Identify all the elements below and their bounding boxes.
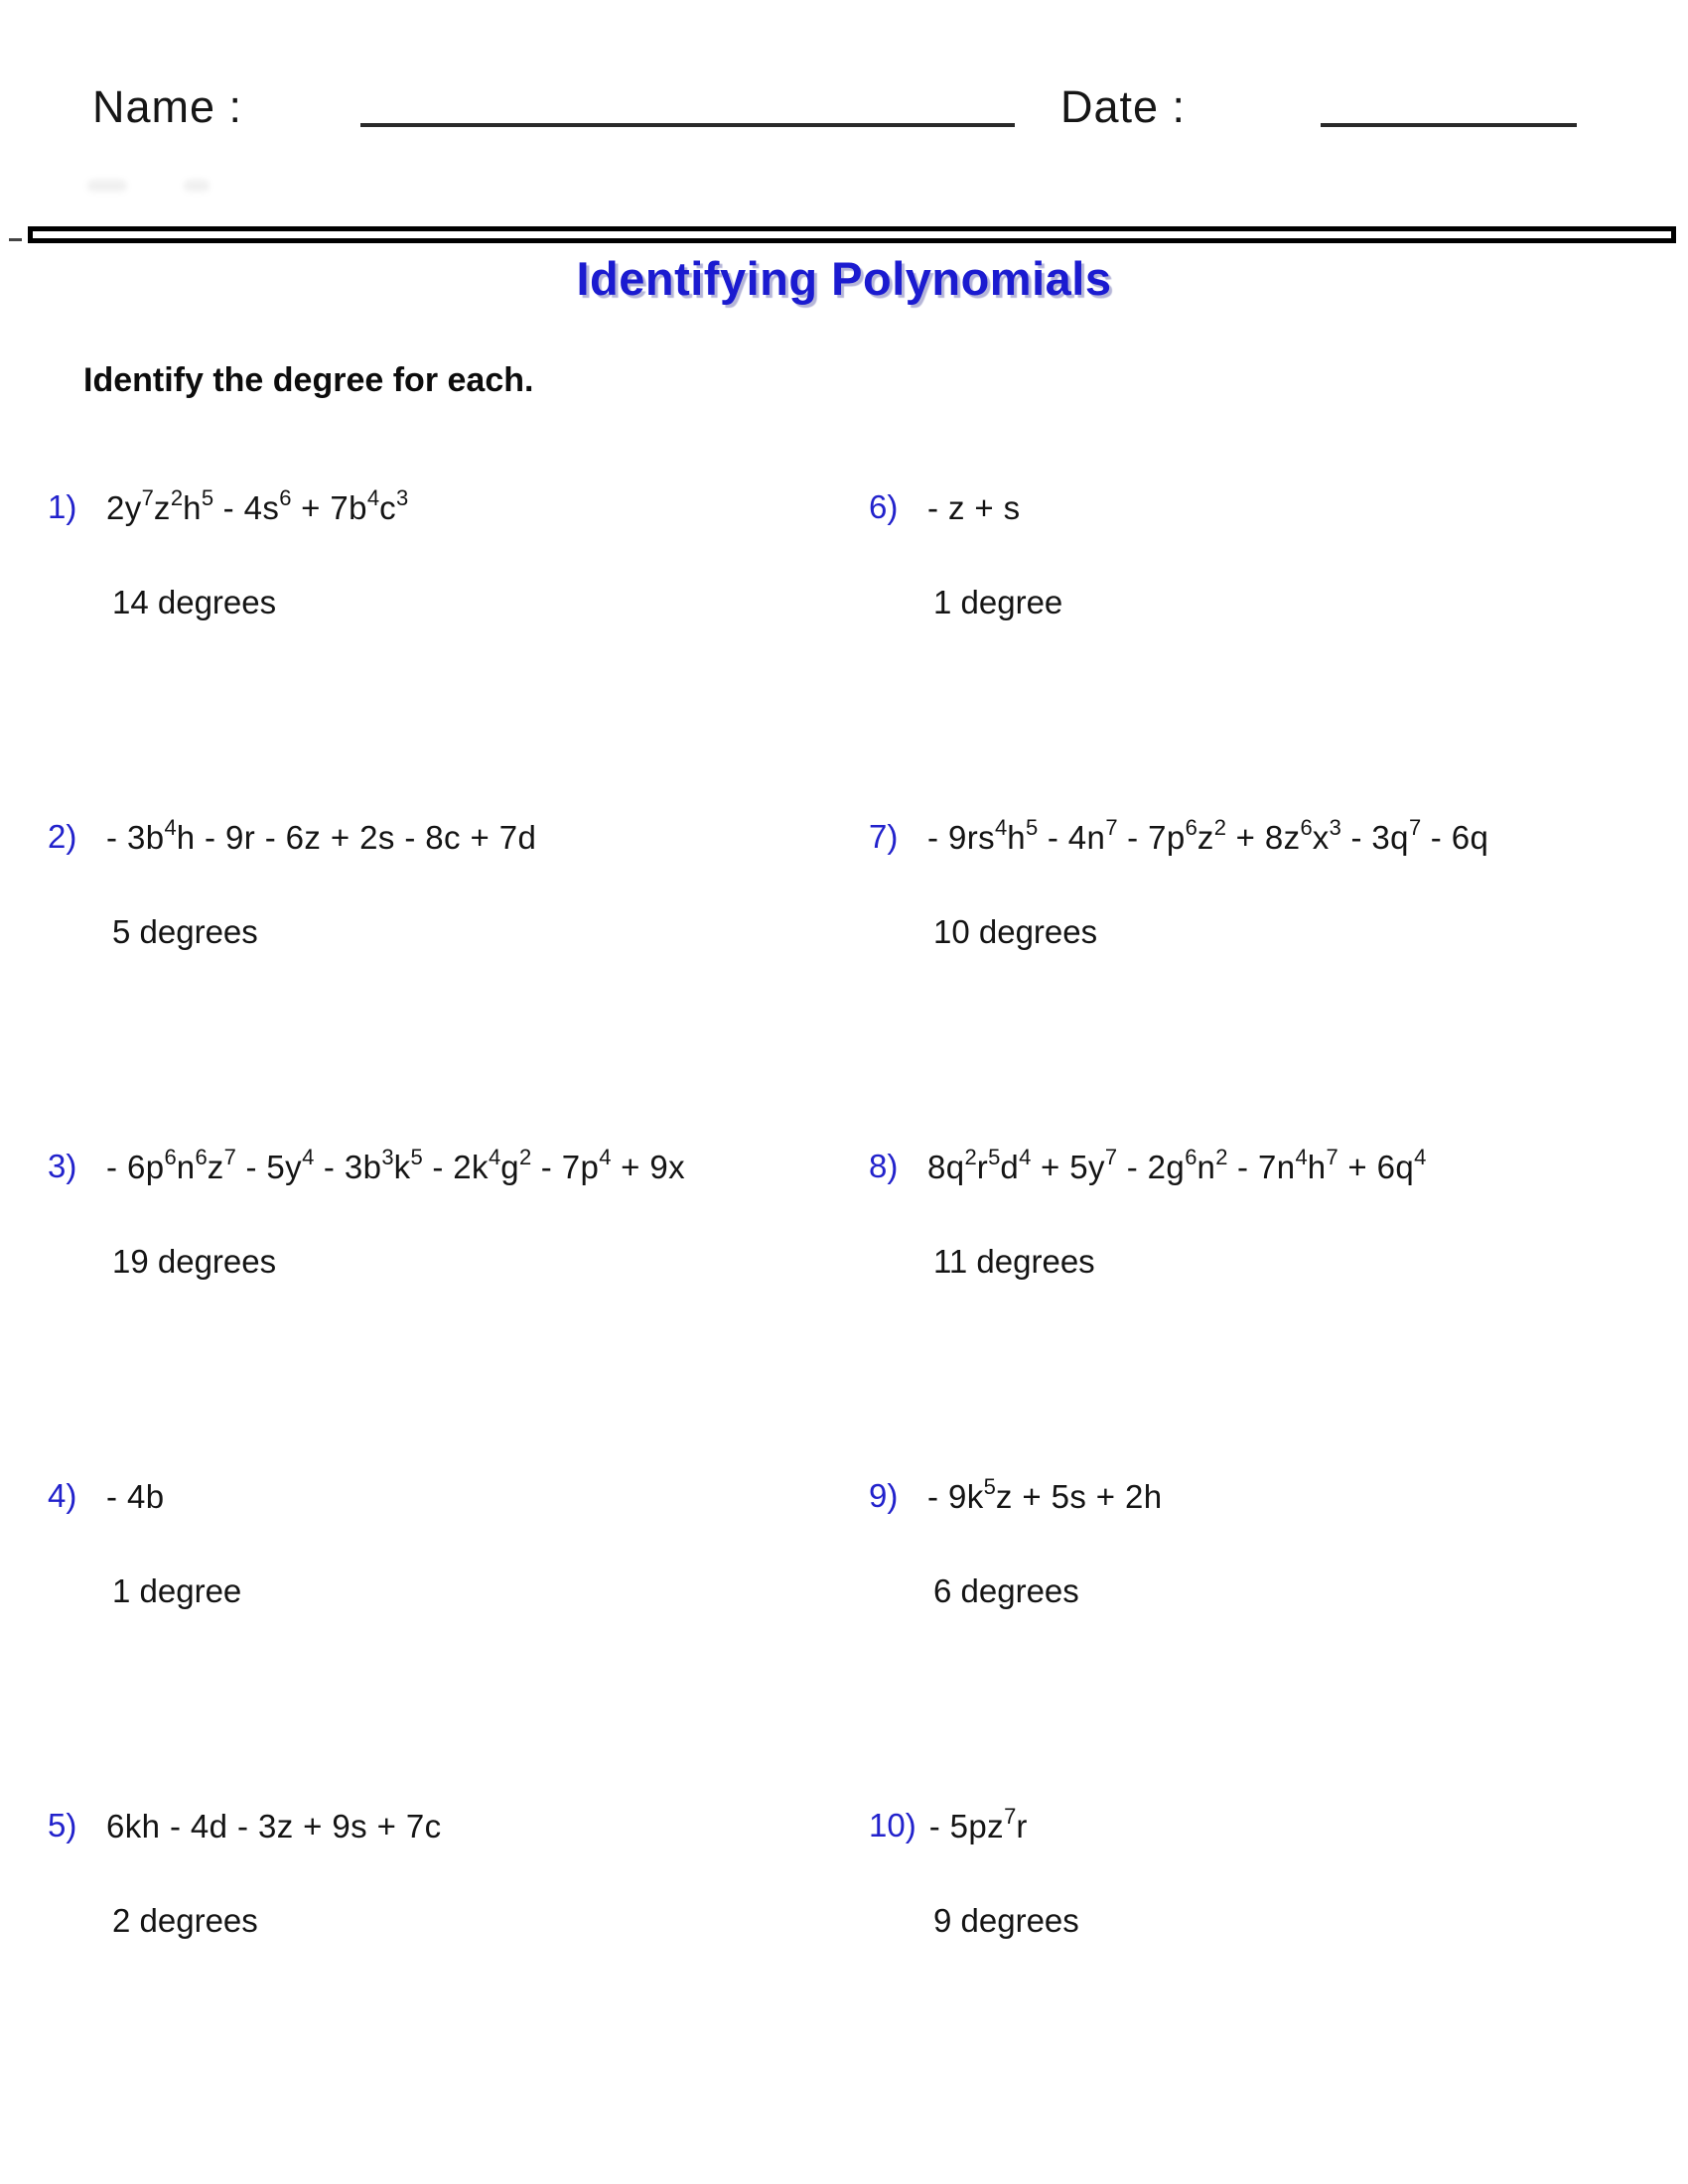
- term-text: - 7p: [1117, 819, 1186, 856]
- term-text: + 5y: [1031, 1149, 1105, 1185]
- problem-expression-row: [869, 804, 1676, 858]
- term-text: h: [1007, 819, 1027, 856]
- exponent: 3: [381, 1144, 394, 1169]
- term-text: 2y: [106, 489, 142, 526]
- degree-answer: 19 degrees: [112, 1243, 277, 1280]
- problem-number: 10): [869, 1807, 916, 1843]
- polynomial-expression: [927, 804, 1488, 858]
- degree-answer: 10 degrees: [933, 913, 1098, 950]
- degree-answer: 9 degrees: [933, 1902, 1079, 1939]
- problem-item: [48, 1793, 869, 2122]
- term-text: + 7b: [291, 489, 367, 526]
- exponent: 4: [1414, 1144, 1427, 1169]
- exponent: 6: [195, 1144, 208, 1169]
- exponent: 4: [599, 1144, 612, 1169]
- term-text: r: [1016, 1808, 1028, 1844]
- polynomial-expression: [106, 1793, 442, 1846]
- problem-expression-row: [48, 1134, 869, 1187]
- problems-grid: [48, 475, 1676, 2122]
- polynomial-expression: [927, 1463, 1163, 1517]
- term-text: - 3q: [1340, 819, 1409, 856]
- problem-item: [48, 1463, 869, 1793]
- exponent: 7: [1408, 814, 1422, 840]
- exponent: 5: [410, 1144, 423, 1169]
- polynomial-expression: [106, 1463, 164, 1517]
- polynomial-expression: [106, 475, 408, 528]
- problem-expression-row: [48, 475, 869, 528]
- problem-expression-row: [48, 1463, 869, 1517]
- exponent: 2: [170, 484, 184, 510]
- polynomial-expression: [106, 1134, 685, 1187]
- exponent: 7: [141, 484, 154, 510]
- term-text: - 2k: [422, 1149, 489, 1185]
- term-text: - 9k: [927, 1478, 984, 1515]
- faint-print-smudge: [184, 180, 210, 192]
- divider-rule: [28, 226, 1676, 243]
- problem-item: [869, 475, 1676, 804]
- polynomial-expression: [106, 804, 536, 858]
- problem-expression-row: [48, 1793, 869, 1846]
- name-blank-line: [360, 123, 1015, 127]
- term-text: k: [393, 1149, 411, 1185]
- exponent: 5: [983, 1473, 996, 1499]
- problem-expression-row: [869, 1134, 1676, 1187]
- term-text: - 6p: [106, 1149, 165, 1185]
- problem-number: 9): [869, 1477, 899, 1514]
- exponent: 4: [302, 1144, 315, 1169]
- term-text: h: [1307, 1149, 1327, 1185]
- term-text: - 6q: [1421, 819, 1489, 856]
- exponent: 6: [1300, 814, 1313, 840]
- exponent: 5: [201, 484, 214, 510]
- term-text: + 9x: [611, 1149, 685, 1185]
- degree-answer: 1 degree: [112, 1572, 242, 1609]
- problem-expression-row: [869, 475, 1676, 528]
- exponent: 4: [366, 484, 380, 510]
- degree-answer: 2 degrees: [112, 1902, 258, 1939]
- term-text: - 5pz: [928, 1808, 1005, 1844]
- problem-number: 2): [48, 818, 77, 855]
- problem-number: 5): [48, 1807, 77, 1843]
- polynomial-expression: [927, 1134, 1426, 1187]
- problem-number: 8): [869, 1148, 899, 1184]
- problem-number: 4): [48, 1477, 77, 1514]
- term-text: - 4s: [213, 489, 280, 526]
- term-text: n: [176, 1149, 196, 1185]
- problem-item: [48, 804, 869, 1134]
- exponent: 3: [1329, 814, 1341, 840]
- term-text: + 8z: [1226, 819, 1301, 856]
- exponent: 7: [1105, 814, 1118, 840]
- term-text: - z + s: [927, 489, 1021, 526]
- degree-answer: 1 degree: [933, 584, 1063, 620]
- term-text: - 3b: [106, 819, 165, 856]
- problem-number: 7): [869, 818, 899, 855]
- problem-number: 3): [48, 1148, 77, 1184]
- problem-item: [869, 1134, 1676, 1463]
- term-text: d: [1000, 1149, 1020, 1185]
- problem-item: [48, 475, 869, 804]
- degree-answer: 5 degrees: [112, 913, 258, 950]
- term-text: h: [183, 489, 202, 526]
- exponent: 7: [223, 1144, 236, 1169]
- date-blank-line: [1321, 123, 1577, 127]
- instruction-text: Identify the degree for each.: [83, 361, 534, 399]
- exponent: 4: [488, 1144, 501, 1169]
- term-text: g: [500, 1149, 519, 1185]
- term-text: z: [207, 1149, 224, 1185]
- term-text: - 7n: [1227, 1149, 1296, 1185]
- exponent: 3: [396, 484, 409, 510]
- exponent: 5: [1026, 814, 1039, 840]
- term-text: - 7p: [531, 1149, 600, 1185]
- exponent: 4: [164, 814, 177, 840]
- problem-expression-row: [48, 804, 869, 858]
- degree-answer: 14 degrees: [112, 584, 277, 620]
- polynomial-expression: [929, 1793, 1028, 1846]
- exponent: 6: [1185, 1144, 1197, 1169]
- margin-dash: [9, 238, 22, 241]
- term-text: - 3b: [314, 1149, 382, 1185]
- exponent: 4: [995, 814, 1008, 840]
- problem-number: 1): [48, 488, 77, 525]
- exponent: 2: [964, 1144, 977, 1169]
- exponent: 7: [1326, 1144, 1338, 1169]
- degree-answer: 11 degrees: [933, 1243, 1095, 1280]
- exponent: 2: [518, 1144, 532, 1169]
- term-text: c: [379, 489, 396, 526]
- term-text: - 5y: [235, 1149, 303, 1185]
- problem-expression-row: [869, 1463, 1676, 1517]
- exponent: 5: [988, 1144, 1001, 1169]
- exponent: 4: [1295, 1144, 1308, 1169]
- term-text: r: [976, 1149, 989, 1185]
- problem-item: [869, 1463, 1676, 1793]
- exponent: 6: [164, 1144, 177, 1169]
- name-label: Name :: [92, 81, 243, 132]
- term-text: 8q: [927, 1149, 965, 1185]
- exponent: 4: [1019, 1144, 1032, 1169]
- term-text: n: [1196, 1149, 1216, 1185]
- term-text: - 4n: [1038, 819, 1106, 856]
- faint-print-smudge: [87, 180, 127, 192]
- term-text: x: [1312, 819, 1330, 856]
- degree-answer: 6 degrees: [933, 1572, 1079, 1609]
- exponent: 6: [279, 484, 292, 510]
- term-text: - 2g: [1117, 1149, 1186, 1185]
- exponent: 2: [1215, 1144, 1228, 1169]
- date-label: Date :: [1060, 81, 1187, 132]
- exponent: 6: [1185, 814, 1197, 840]
- term-text: - 4b: [106, 1478, 165, 1515]
- term-text: z: [153, 489, 171, 526]
- term-text: z + 5s + 2h: [995, 1478, 1163, 1515]
- term-text: h - 9r - 6z + 2s - 8c + 7d: [176, 819, 537, 856]
- exponent: 7: [1104, 1144, 1118, 1169]
- polynomial-expression: [927, 475, 1021, 528]
- term-text: z: [1196, 819, 1214, 856]
- problem-number: 6): [869, 488, 899, 525]
- problem-item: [48, 1134, 869, 1463]
- term-text: 6kh - 4d - 3z + 9s + 7c: [106, 1808, 442, 1844]
- problem-item: [869, 1793, 1676, 2122]
- problem-item: [869, 804, 1676, 1134]
- exponent: 7: [1004, 1803, 1017, 1829]
- problem-expression-row: [869, 1793, 1676, 1846]
- page-title: Identifying Polynomials: [576, 252, 1112, 305]
- term-text: - 9rs: [927, 819, 995, 856]
- exponent: 2: [1213, 814, 1227, 840]
- term-text: + 6q: [1337, 1149, 1415, 1185]
